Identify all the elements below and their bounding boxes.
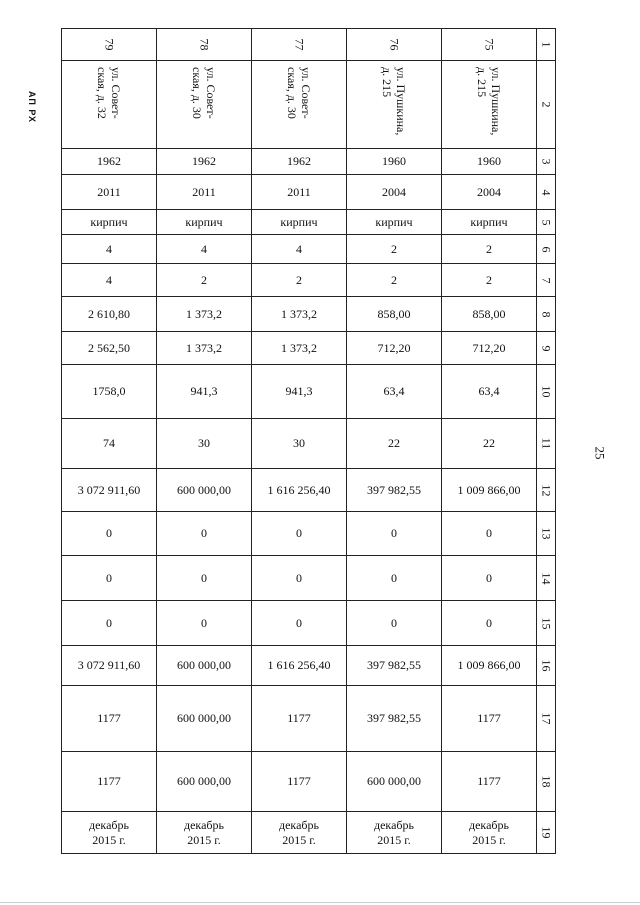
data-cell: 2 [347, 235, 442, 264]
date-month: декабрь [184, 817, 224, 832]
data-cell: 1962 [252, 149, 347, 175]
data-row [62, 332, 556, 365]
address-cell: ул. Совет-ская, д. 32 [62, 61, 157, 149]
data-row [62, 175, 556, 210]
data-cell: 1962 [62, 149, 157, 175]
data-cell: 600 000,00 [347, 752, 442, 812]
data-cell: 2004 [347, 175, 442, 210]
address-cell: ул. Совет-ская, д. 30 [157, 61, 252, 149]
data-cell: 2011 [157, 175, 252, 210]
data-cell: 3 072 911,60 [62, 469, 157, 512]
data-cell: кирпич [347, 210, 442, 235]
data-cell: 22 [347, 419, 442, 469]
data-cell: 1177 [442, 686, 537, 752]
date-year: 2015 г. [92, 832, 126, 847]
data-cell: 600 000,00 [157, 752, 252, 812]
date-cell [442, 812, 537, 854]
row-number-cell: 3 [537, 149, 556, 175]
data-row [62, 601, 556, 646]
data-cell: 74 [62, 419, 157, 469]
date-cell [62, 812, 157, 854]
date-month: декабрь [89, 817, 129, 832]
data-cell: 0 [62, 512, 157, 556]
row-number-cell: 18 [537, 752, 556, 812]
date-year: 2015 г. [187, 832, 221, 847]
row-number-cell: 9 [537, 332, 556, 365]
data-cell: 63,4 [442, 365, 537, 419]
data-cell: 397 982,55 [347, 686, 442, 752]
data-cell: 1 373,2 [157, 332, 252, 365]
data-cell: 2004 [442, 175, 537, 210]
address-row [62, 61, 556, 149]
data-cell: кирпич [252, 210, 347, 235]
column-number-row [62, 29, 556, 61]
data-cell: 1177 [252, 752, 347, 812]
data-cell: 0 [442, 512, 537, 556]
data-cell: 712,20 [347, 332, 442, 365]
address-cell: ул. Пушкина, д. 215 [442, 61, 537, 149]
data-cell: 1177 [62, 686, 157, 752]
data-cell: 4 [157, 235, 252, 264]
data-row [62, 365, 556, 419]
data-cell: 2 [442, 264, 537, 297]
address-cell: ул. Пушкина, д. 215 [347, 61, 442, 149]
data-cell: кирпич [157, 210, 252, 235]
data-cell: 858,00 [347, 297, 442, 332]
data-row [62, 210, 556, 235]
row-number-cell: 1 [537, 29, 556, 61]
data-cell: 0 [252, 512, 347, 556]
data-cell: 0 [442, 556, 537, 601]
data-row [62, 149, 556, 175]
row-number-cell: 13 [537, 512, 556, 556]
data-cell: 2 610,80 [62, 297, 157, 332]
row-number-cell: 19 [537, 812, 556, 854]
housing-register-table [61, 28, 556, 854]
data-cell: 4 [62, 235, 157, 264]
page-edge-line [0, 902, 640, 903]
row-number-cell: 16 [537, 646, 556, 686]
data-cell: 0 [252, 556, 347, 601]
column-number-cell: 76 [347, 29, 442, 61]
data-cell: 0 [347, 512, 442, 556]
page-number-text: 25 [592, 446, 607, 460]
data-cell: 2011 [252, 175, 347, 210]
data-cell: 2 [442, 235, 537, 264]
data-cell: 3 072 911,60 [62, 646, 157, 686]
data-row [62, 752, 556, 812]
data-cell: 1758,0 [62, 365, 157, 419]
data-cell: 712,20 [442, 332, 537, 365]
date-cell [157, 812, 252, 854]
row-number-cell: 6 [537, 235, 556, 264]
data-row [62, 235, 556, 264]
date-cell [252, 812, 347, 854]
date-month: декабрь [279, 817, 319, 832]
data-cell: 941,3 [252, 365, 347, 419]
data-row [62, 686, 556, 752]
data-cell: 1 009 866,00 [442, 646, 537, 686]
data-row [62, 297, 556, 332]
data-cell: 858,00 [442, 297, 537, 332]
address-cell: ул. Совет-ская, д. 30 [252, 61, 347, 149]
data-row [62, 419, 556, 469]
data-cell: 397 982,55 [347, 646, 442, 686]
row-number-cell: 7 [537, 264, 556, 297]
data-cell: 0 [347, 556, 442, 601]
data-cell: 2 [157, 264, 252, 297]
column-number-cell: 79 [62, 29, 157, 61]
data-cell: 1 373,2 [252, 297, 347, 332]
data-cell: 1177 [252, 686, 347, 752]
data-cell: кирпич [62, 210, 157, 235]
date-row [62, 812, 556, 854]
row-number-cell: 15 [537, 601, 556, 646]
data-cell: кирпич [442, 210, 537, 235]
data-cell: 0 [157, 556, 252, 601]
data-cell: 2011 [62, 175, 157, 210]
row-number-cell: 2 [537, 61, 556, 149]
row-number-cell: 11 [537, 419, 556, 469]
archive-label-text: АП РХ [27, 90, 38, 124]
date-month: декабрь [374, 817, 414, 832]
data-cell: 0 [442, 601, 537, 646]
data-cell: 0 [252, 601, 347, 646]
data-cell: 22 [442, 419, 537, 469]
date-year: 2015 г. [282, 832, 316, 847]
page-number [588, 440, 610, 466]
data-cell: 0 [157, 601, 252, 646]
data-cell: 397 982,55 [347, 469, 442, 512]
data-row [62, 469, 556, 512]
data-cell: 30 [157, 419, 252, 469]
row-number-cell: 17 [537, 686, 556, 752]
data-cell: 600 000,00 [157, 469, 252, 512]
row-number-cell: 10 [537, 365, 556, 419]
data-cell: 4 [62, 264, 157, 297]
row-number-cell: 8 [537, 297, 556, 332]
data-cell: 1 373,2 [157, 297, 252, 332]
data-cell: 2 [252, 264, 347, 297]
date-year: 2015 г. [472, 832, 506, 847]
date-year: 2015 г. [377, 832, 411, 847]
column-number-cell: 75 [442, 29, 537, 61]
row-number-cell: 12 [537, 469, 556, 512]
row-number-cell: 5 [537, 210, 556, 235]
data-cell: 0 [347, 601, 442, 646]
column-number-cell: 77 [252, 29, 347, 61]
data-cell: 1 616 256,40 [252, 469, 347, 512]
row-number-cell: 14 [537, 556, 556, 601]
data-cell: 1177 [62, 752, 157, 812]
data-cell: 1962 [157, 149, 252, 175]
data-cell: 2 562,50 [62, 332, 157, 365]
data-cell: 2 [347, 264, 442, 297]
data-cell: 1 373,2 [252, 332, 347, 365]
archive-label [22, 87, 42, 127]
data-cell: 1177 [442, 752, 537, 812]
data-cell: 0 [157, 512, 252, 556]
row-number-cell: 4 [537, 175, 556, 210]
data-row [62, 556, 556, 601]
column-number-cell: 78 [157, 29, 252, 61]
data-cell: 0 [62, 601, 157, 646]
data-cell: 1960 [442, 149, 537, 175]
data-cell: 1 009 866,00 [442, 469, 537, 512]
data-cell: 0 [62, 556, 157, 601]
data-cell: 1 616 256,40 [252, 646, 347, 686]
data-cell: 1960 [347, 149, 442, 175]
data-cell: 941,3 [157, 365, 252, 419]
data-cell: 4 [252, 235, 347, 264]
data-cell: 600 000,00 [157, 646, 252, 686]
data-cell: 30 [252, 419, 347, 469]
data-cell: 63,4 [347, 365, 442, 419]
date-cell [347, 812, 442, 854]
date-month: декабрь [469, 817, 509, 832]
data-row [62, 646, 556, 686]
data-row [62, 512, 556, 556]
data-row [62, 264, 556, 297]
data-cell: 600 000,00 [157, 686, 252, 752]
